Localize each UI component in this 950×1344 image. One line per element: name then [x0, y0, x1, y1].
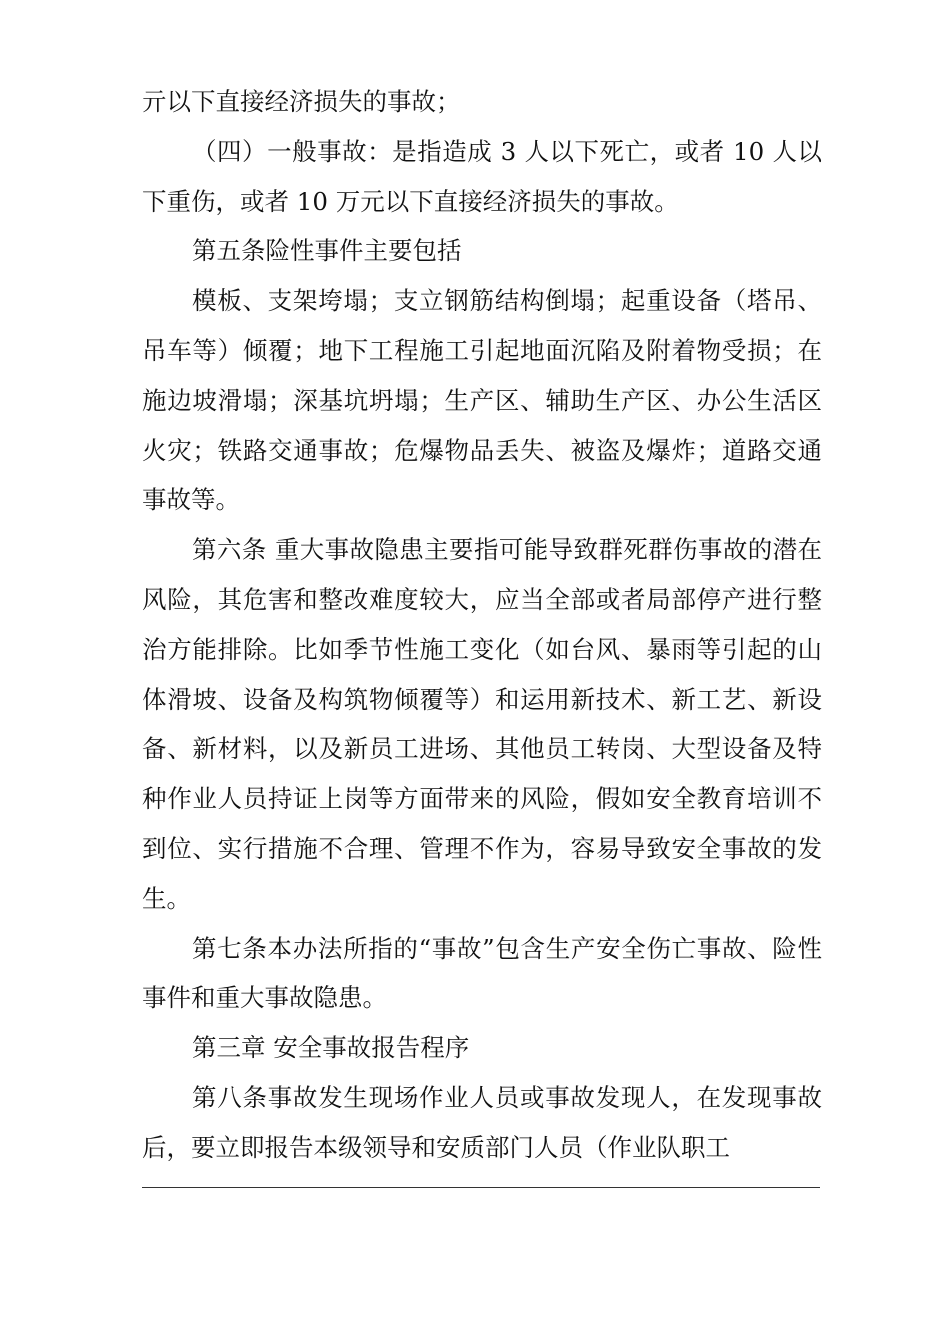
article-8: 第八条事故发生现场作业人员或事故发现人，在发现事故后，要立即报告本级领导和安质部门人员（作业队职工	[142, 1082, 822, 1162]
article-5-heading: 第五条险性事件主要包括	[192, 236, 462, 266]
paragraph-continuation: 亓以下直接经济损失的事故；	[142, 87, 461, 116]
document-body	[142, 77, 822, 1173]
footer-divider	[142, 1187, 820, 1188]
paragraph-general-accident: （四）一般事故：是指造成 3 人以下死亡，或者 10 人以下重伤，或者 10 万元以下直接经济损失的事故。	[142, 136, 822, 216]
article-7: 第七条本办法所指的“事故”包含生产安全伤亡事故、险性事件和重大事故隐患。	[142, 933, 822, 1013]
article-6: 第六条 重大事故隐患主要指可能导致群死群伤事故的潜在风险，其危害和整改难度较大，应当全部或者局部停产进行整治方能排除。比如季节性施工变化（如台风、暴雨等引起的山体滑坡、设备及构筑物倾覆等）和运用新技术、新工艺、新设备、新材料，以及新员工进场、其他员工转岗、大型设备及特种作业人员持证上岗等方面带来的风险，假如安全教育培训不到位、实行措施不合理、管理不作为，容易导致安全事故的发生。	[142, 535, 822, 913]
article-5-list: 模板、支架垮塌；支立钢筋结构倒塌；起重设备（塔吊、吊车等）倾覆；地下工程施工引起地面沉陷及附着物受损；在施边坡滑塌；深基坑坍塌；生产区、辅助生产区、办公生活区火灾；铁路交通事故；危爆物品丢失、被盗及爆炸；道路交通事故等。	[142, 286, 822, 515]
chapter-3-heading: 第三章 安全事故报告程序	[192, 1033, 470, 1063]
